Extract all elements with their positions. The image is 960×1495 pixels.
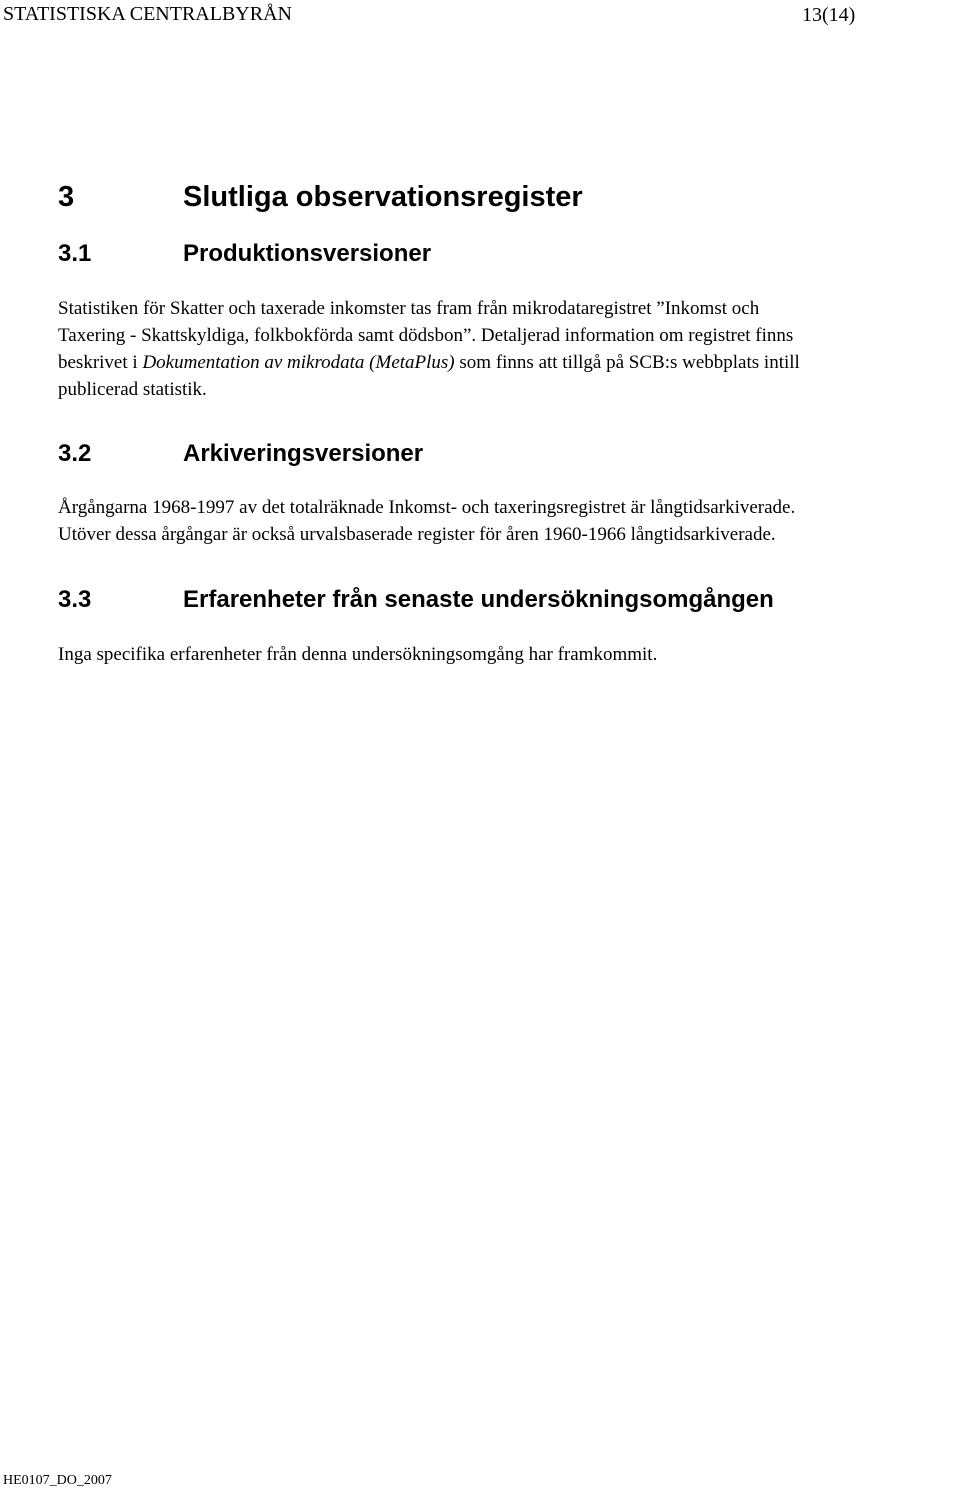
section-3-2-title: Arkiveringsversioner — [183, 440, 424, 467]
section-3-number: 3 — [58, 181, 75, 213]
section-3-title: Slutliga observationsregister — [183, 181, 583, 213]
section-3-2-number: 3.2 — [58, 440, 92, 467]
section-3-2-line-1: Årgångarna 1968-1997 av det totalräknade Inkomst- och taxeringsregistret är långtidsarkiverade. — [58, 497, 796, 518]
section-3-1-line-3 — [58, 349, 800, 376]
section-3-3-title: Erfarenheter från senaste undersökningsomgången — [183, 586, 774, 613]
header-page-number: 13(14) — [802, 4, 856, 26]
section-3-1-line-2: Taxering - Skattskyldiga, folkbokförda samt dödsbon”. Detaljerad information om registret finns — [58, 325, 794, 346]
section-3-heading — [58, 181, 938, 221]
section-3-3-heading — [58, 586, 938, 620]
line-3-prefix: beskrivet i — [58, 352, 143, 373]
section-3-3-line-1: Inga specifika erfarenheter från denna undersökningsomgång har framkommit. — [58, 644, 658, 665]
section-3-2-heading — [58, 440, 938, 474]
section-3-1-number: 3.1 — [58, 240, 92, 267]
line-3-suffix: som finns att tillgå på SCB:s webbplats intill — [454, 352, 800, 373]
section-3-2-line-2: Utöver dessa årgångar är också urvalsbaserade register för åren 1960-1966 långtidsarkiverade. — [58, 524, 776, 545]
header-organization: STATISTISKA CENTRALBYRÅN — [3, 3, 292, 25]
section-3-1-line-4: publicerad statistik. — [58, 379, 207, 400]
section-3-1-line-1: Statistiken för Skatter och taxerade inkomster tas fram från mikrodataregistret ”Inkomst och — [58, 298, 760, 319]
footer-document-code: HE0107_DO_2007 — [3, 1473, 112, 1488]
section-3-3-number: 3.3 — [58, 586, 92, 613]
metaplus-reference: Dokumentation av mikrodata (MetaPlus) — [142, 352, 455, 373]
section-3-1-title: Produktionsversioner — [183, 240, 432, 267]
section-3-1-heading — [58, 240, 938, 274]
